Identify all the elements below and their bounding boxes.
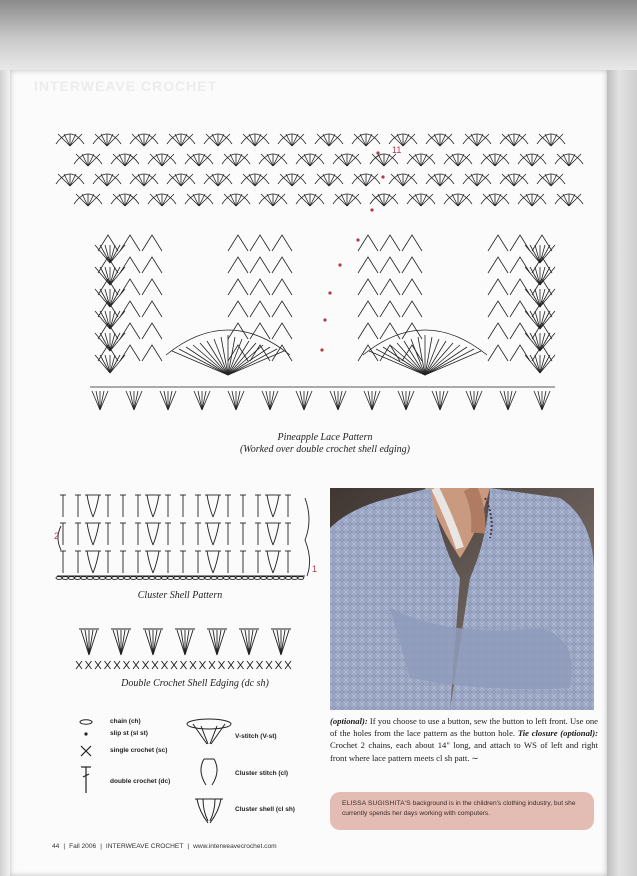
- scanner-background: [0, 0, 637, 70]
- garment-photo: [330, 488, 594, 710]
- tie-closure-label: Tie closure (optional):: [517, 728, 598, 739]
- page-number: 44: [52, 843, 60, 850]
- cluster-shell-caption: Cluster Shell Pattern: [137, 590, 223, 601]
- pineapple-caption: [210, 432, 440, 456]
- legend-symbols: [75, 715, 235, 835]
- row-label-1: 1: [312, 564, 318, 574]
- dc-shell-edging-caption: Double Crochet Shell Edging (dc sh): [121, 678, 269, 689]
- legend-single-crochet: single crochet (sc): [110, 747, 168, 754]
- pineapple-title: Pineapple Lace Pattern: [277, 432, 373, 443]
- magazine-name: INTERWEAVE CROCHET: [105, 843, 184, 850]
- pineapple-lace-chart: [50, 115, 595, 425]
- page-right-edge: [607, 70, 637, 876]
- legend-slip-st: slip st (sl st): [110, 730, 148, 737]
- bio-text: background is in the children's clothing industry, but she currently spends her days working with computers.: [342, 800, 576, 817]
- optional-label: (optional):: [330, 716, 368, 726]
- double-crochet-symbol: [81, 767, 91, 793]
- optional-text: If you choose to use a button, sew the button to left front. Use one of the holes from the lace pattern as the button hole.: [330, 716, 598, 739]
- chain-symbol: [80, 720, 92, 724]
- page-left-edge: [0, 70, 10, 876]
- pineapple-subtitle: (Worked over double crochet shell edging): [239, 444, 411, 455]
- designer-name: ELISSA SUGISHITA'S: [342, 800, 411, 807]
- cluster-stitch-symbol: [201, 759, 217, 785]
- legend-chain: chain (ch): [110, 718, 141, 725]
- legend-cluster-stitch: Cluster stitch (cl): [235, 770, 289, 777]
- designer-bio: [330, 792, 594, 830]
- header-ghost-title: INTERWEAVE CROCHET: [34, 78, 218, 94]
- cluster-shell-chart: [55, 490, 325, 590]
- page-footer: 44 | Fall 2006 | INTERWEAVE CROCHET | www.interweavecrochet.com: [52, 843, 277, 850]
- end-mark: ∼: [471, 752, 479, 763]
- legend-double-crochet: double crochet (dc): [110, 778, 171, 785]
- row-marker-11: 11: [392, 145, 402, 155]
- issue-date: Fall 2006: [69, 843, 97, 850]
- tie-closure-text: Crochet 2 chains, each about 14" long, and attach to WS of left and right front where lace pattern meets cl sh patt.: [330, 740, 598, 763]
- legend-cluster-shell: Cluster shell (cl sh): [235, 806, 295, 813]
- website-link[interactable]: www.interweavecrochet.com: [193, 843, 277, 850]
- legend-v-stitch: V-stitch (V-st): [235, 733, 277, 740]
- single-crochet-symbol: [81, 746, 91, 756]
- instructions-text: [330, 715, 598, 764]
- v-stitch-symbol: [187, 719, 231, 744]
- dc-shell-edging-chart: [75, 625, 300, 678]
- row-label-2: 2: [54, 531, 60, 541]
- slip-st-symbol: [84, 732, 87, 735]
- cluster-shell-symbol: [195, 799, 223, 823]
